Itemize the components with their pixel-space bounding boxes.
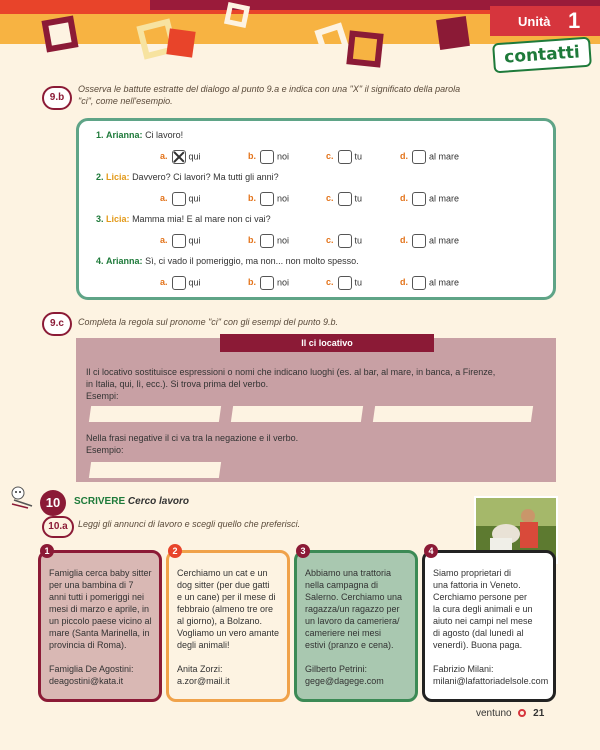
answer-blank[interactable] bbox=[89, 462, 221, 478]
option-label: qui bbox=[188, 235, 201, 246]
answer-option[interactable] bbox=[400, 234, 459, 248]
job-ad-line: Famiglia cerca baby sitter bbox=[49, 568, 152, 578]
job-ad-card bbox=[294, 550, 418, 702]
option-checkbox[interactable] bbox=[338, 150, 352, 164]
answer-option[interactable] bbox=[248, 234, 289, 248]
item-number: 1. bbox=[96, 130, 104, 140]
unit-number: 1 bbox=[568, 8, 581, 33]
job-ad-line: provincia di Roma). bbox=[49, 640, 127, 650]
job-ad-line: degli animali! bbox=[177, 640, 230, 650]
job-ad-line: dog sitter (per due gatti bbox=[177, 580, 270, 590]
job-ad-text bbox=[49, 567, 153, 687]
writing-icon bbox=[6, 484, 36, 510]
job-ad-card bbox=[166, 550, 290, 702]
option-label: tu bbox=[354, 193, 363, 204]
option-checkbox[interactable] bbox=[172, 150, 186, 164]
option-letter: a. bbox=[160, 151, 168, 162]
job-ad-line: Anita Zorzi: bbox=[177, 664, 223, 674]
job-ad-line: a.zor@mail.it bbox=[177, 676, 230, 686]
dialogue-line bbox=[96, 214, 271, 224]
answer-option[interactable] bbox=[326, 276, 362, 290]
option-letter: a. bbox=[160, 193, 168, 204]
answer-option[interactable] bbox=[160, 192, 201, 206]
option-checkbox[interactable] bbox=[412, 150, 426, 164]
item-number: 2. bbox=[96, 172, 104, 182]
exercise-10-title bbox=[74, 496, 189, 507]
option-letter: d. bbox=[400, 151, 408, 162]
answer-option[interactable] bbox=[248, 150, 289, 164]
rule-line: Nella frasi negative il ci va tra la negazione e il verbo. bbox=[86, 433, 299, 443]
answer-option[interactable] bbox=[400, 276, 459, 290]
answer-option[interactable] bbox=[326, 192, 362, 206]
answer-option[interactable] bbox=[248, 192, 289, 206]
option-letter: d. bbox=[400, 277, 408, 288]
option-label: qui bbox=[188, 151, 201, 162]
speaker-name: Licia: bbox=[106, 214, 130, 224]
dialogue-text: Sì, ci vado il pomeriggio, ma non... non molto spesso. bbox=[145, 256, 359, 266]
exercise-badge-9b: 9.b bbox=[42, 86, 72, 110]
speaker-name: Licia: bbox=[106, 172, 130, 182]
exercise-badge-10: 10 bbox=[40, 490, 66, 516]
job-ad-number: 1 bbox=[40, 544, 54, 558]
dialogue-text: Davvero? Ci lavori? Ma tutti gli anni? bbox=[132, 172, 279, 182]
job-ad-line: Fabrizio Milani: bbox=[433, 664, 494, 674]
option-checkbox[interactable] bbox=[260, 150, 274, 164]
option-letter: c. bbox=[326, 235, 334, 246]
job-ad-line: ragazza/un ragazzo per bbox=[305, 604, 400, 614]
job-ad-line: Famiglia De Agostini: bbox=[49, 664, 134, 674]
decor-square bbox=[224, 2, 250, 28]
section-title: contatti bbox=[492, 37, 592, 74]
rule-title: Il ci locativo bbox=[220, 334, 434, 352]
instruction-line: Osserva le battute estratte del dialogo al punto 9.a e indica con una "X" il significato della parola bbox=[78, 84, 461, 94]
job-ad-line: un lavoro da cameriera/ bbox=[305, 616, 400, 626]
decor-square bbox=[48, 22, 71, 45]
option-letter: d. bbox=[400, 193, 408, 204]
speaker-name: Arianna: bbox=[106, 256, 143, 266]
option-letter: a. bbox=[160, 277, 168, 288]
job-ad-line: cameriere nei mesi bbox=[305, 628, 382, 638]
option-label: noi bbox=[277, 193, 290, 204]
option-checkbox[interactable] bbox=[412, 192, 426, 206]
speaker-name: Arianna: bbox=[106, 130, 143, 140]
job-ad-line: la cura degli animali e un bbox=[433, 604, 533, 614]
instruction-line: "ci", come nell'esempio. bbox=[78, 96, 173, 106]
job-ad-line: deagostini@kata.it bbox=[49, 676, 124, 686]
exercise-badge-10a: 10.a bbox=[42, 516, 74, 538]
job-ad-line: una fattoria in Veneto. bbox=[433, 580, 521, 590]
option-checkbox[interactable] bbox=[412, 234, 426, 248]
job-ad-line: Cerchiamo persone per bbox=[433, 592, 528, 602]
option-letter: b. bbox=[248, 277, 256, 288]
page-word: ventuno bbox=[476, 708, 512, 719]
unit-label-box bbox=[490, 6, 600, 36]
job-ad-line bbox=[49, 651, 153, 663]
job-ad-line bbox=[177, 651, 281, 663]
option-checkbox[interactable] bbox=[260, 234, 274, 248]
answer-option[interactable] bbox=[400, 192, 459, 206]
option-checkbox[interactable] bbox=[412, 276, 426, 290]
page-dot-icon bbox=[518, 709, 526, 717]
job-ad-number: 4 bbox=[424, 544, 438, 558]
job-ad-line: Abbiamo una trattoria bbox=[305, 568, 392, 578]
job-ad-line: milani@lafattoriadelsole.com bbox=[433, 676, 549, 686]
job-ad-number: 2 bbox=[168, 544, 182, 558]
job-ad-line: aiuto nei campi nel mese bbox=[433, 616, 533, 626]
answer-option[interactable] bbox=[400, 150, 459, 164]
job-ad-line: febbraio (almeno tre ore bbox=[177, 604, 274, 614]
rule-text-negative bbox=[86, 432, 298, 456]
rule-line: in Italia, qui, lì, ecc.). Si trova prima del verbo. bbox=[86, 379, 269, 389]
job-ad-line: e un cane) per il mese di bbox=[177, 592, 276, 602]
job-ad-line: Siamo proprietari di bbox=[433, 568, 512, 578]
option-checkbox[interactable] bbox=[172, 192, 186, 206]
option-label: al mare bbox=[429, 235, 460, 246]
exercise-9b-instruction bbox=[78, 83, 460, 107]
dialogue-line bbox=[96, 130, 183, 140]
answer-option[interactable] bbox=[326, 150, 362, 164]
answer-option[interactable] bbox=[248, 276, 289, 290]
page-footer bbox=[476, 708, 544, 719]
job-ad-line: per una bambina di 7 bbox=[49, 580, 134, 590]
answer-option[interactable] bbox=[160, 276, 201, 290]
dialogue-line bbox=[96, 172, 279, 182]
dialogue-text: Ci lavoro! bbox=[145, 130, 184, 140]
option-checkbox[interactable] bbox=[172, 234, 186, 248]
option-letter: c. bbox=[326, 193, 334, 204]
job-ad-line: gege@dagege.com bbox=[305, 676, 384, 686]
job-ad-line: nella campagna di bbox=[305, 580, 379, 590]
job-ad-line: anni tutti i pomeriggi nei bbox=[49, 592, 145, 602]
option-label: al mare bbox=[429, 151, 460, 162]
job-ad-text bbox=[305, 567, 409, 687]
job-ad-line: al giorno), a Bolzano. bbox=[177, 616, 263, 626]
job-ad-text bbox=[177, 567, 281, 687]
option-label: tu bbox=[354, 277, 363, 288]
exercise-9b-box bbox=[76, 118, 556, 300]
option-checkbox[interactable] bbox=[338, 192, 352, 206]
option-letter: c. bbox=[326, 277, 334, 288]
job-ad-line: Cerchiamo un cat e un bbox=[177, 568, 268, 578]
job-ad-line: di agosto (dal lunedì al bbox=[433, 628, 524, 638]
option-label: qui bbox=[188, 277, 201, 288]
option-checkbox[interactable] bbox=[172, 276, 186, 290]
exercise-10-topic: Cerco lavoro bbox=[127, 496, 190, 507]
answer-blank[interactable] bbox=[89, 406, 221, 422]
job-ad-line bbox=[433, 651, 547, 663]
item-number: 3. bbox=[96, 214, 104, 224]
decor-square bbox=[353, 37, 377, 61]
option-checkbox[interactable] bbox=[338, 276, 352, 290]
exercise-10a-instruction: Leggi gli annunci di lavoro e scegli quello che preferisci. bbox=[78, 519, 301, 529]
job-ad-card bbox=[422, 550, 556, 702]
dialogue-text: Mamma mia! E al mare non ci vai? bbox=[132, 214, 271, 224]
option-label: tu bbox=[354, 235, 363, 246]
exercise-10-verb: SCRIVERE bbox=[74, 496, 126, 507]
rule-line: Il ci locativo sostituisce espressioni o nomi che indicano luoghi (es. al bar, al mare, in banca, a Firenze, bbox=[86, 367, 496, 377]
option-letter: d. bbox=[400, 235, 408, 246]
job-ad-line: Salerno. Cerchiamo una bbox=[305, 592, 403, 602]
decor-square bbox=[166, 28, 195, 57]
job-ad-line: Gilberto Petrini: bbox=[305, 664, 368, 674]
job-ad-text bbox=[433, 567, 547, 687]
rule-text bbox=[86, 366, 495, 402]
job-ad-line: Vogliamo un vero amante bbox=[177, 628, 280, 638]
examples-label: Esempi: bbox=[86, 391, 119, 401]
job-ad-card bbox=[38, 550, 162, 702]
answer-option[interactable] bbox=[326, 234, 362, 248]
answer-blank[interactable] bbox=[231, 406, 363, 422]
option-label: noi bbox=[277, 151, 290, 162]
page-number: 21 bbox=[533, 708, 545, 719]
option-label: qui bbox=[188, 193, 201, 204]
option-label: al mare bbox=[429, 193, 460, 204]
option-checkbox[interactable] bbox=[260, 276, 274, 290]
item-number: 4. bbox=[96, 256, 104, 266]
option-label: tu bbox=[354, 151, 363, 162]
option-letter: b. bbox=[248, 193, 256, 204]
job-ad-line: venerdì). Buona paga. bbox=[433, 640, 523, 650]
unit-label: Unità bbox=[518, 14, 551, 29]
option-label: al mare bbox=[429, 277, 460, 288]
job-ad-line: mesi di marzo e aprile, in bbox=[49, 604, 150, 614]
option-letter: c. bbox=[326, 151, 334, 162]
job-ad-number: 3 bbox=[296, 544, 310, 558]
option-letter: a. bbox=[160, 235, 168, 246]
job-ad-line: estivi (pranzo e cena). bbox=[305, 640, 394, 650]
job-ad-line bbox=[305, 651, 409, 663]
option-label: noi bbox=[277, 277, 290, 288]
option-checkbox[interactable] bbox=[260, 192, 274, 206]
option-letter: b. bbox=[248, 235, 256, 246]
option-label: noi bbox=[277, 235, 290, 246]
examples-label: Esempio: bbox=[86, 445, 124, 455]
answer-blank[interactable] bbox=[373, 406, 533, 422]
option-checkbox[interactable] bbox=[338, 234, 352, 248]
dialogue-line bbox=[96, 256, 359, 266]
job-ad-line: un piccolo paese vicino al bbox=[49, 616, 152, 626]
answer-option[interactable] bbox=[160, 234, 201, 248]
decor-square bbox=[436, 16, 470, 50]
exercise-badge-9c: 9.c bbox=[42, 312, 72, 336]
job-ad-line: mare (Santa Marinella, in bbox=[49, 628, 150, 638]
exercise-9c-instruction: Completa la regola sul pronome "ci" con gli esempi del punto 9.b. bbox=[78, 317, 339, 327]
answer-option[interactable] bbox=[160, 150, 201, 164]
option-letter: b. bbox=[248, 151, 256, 162]
